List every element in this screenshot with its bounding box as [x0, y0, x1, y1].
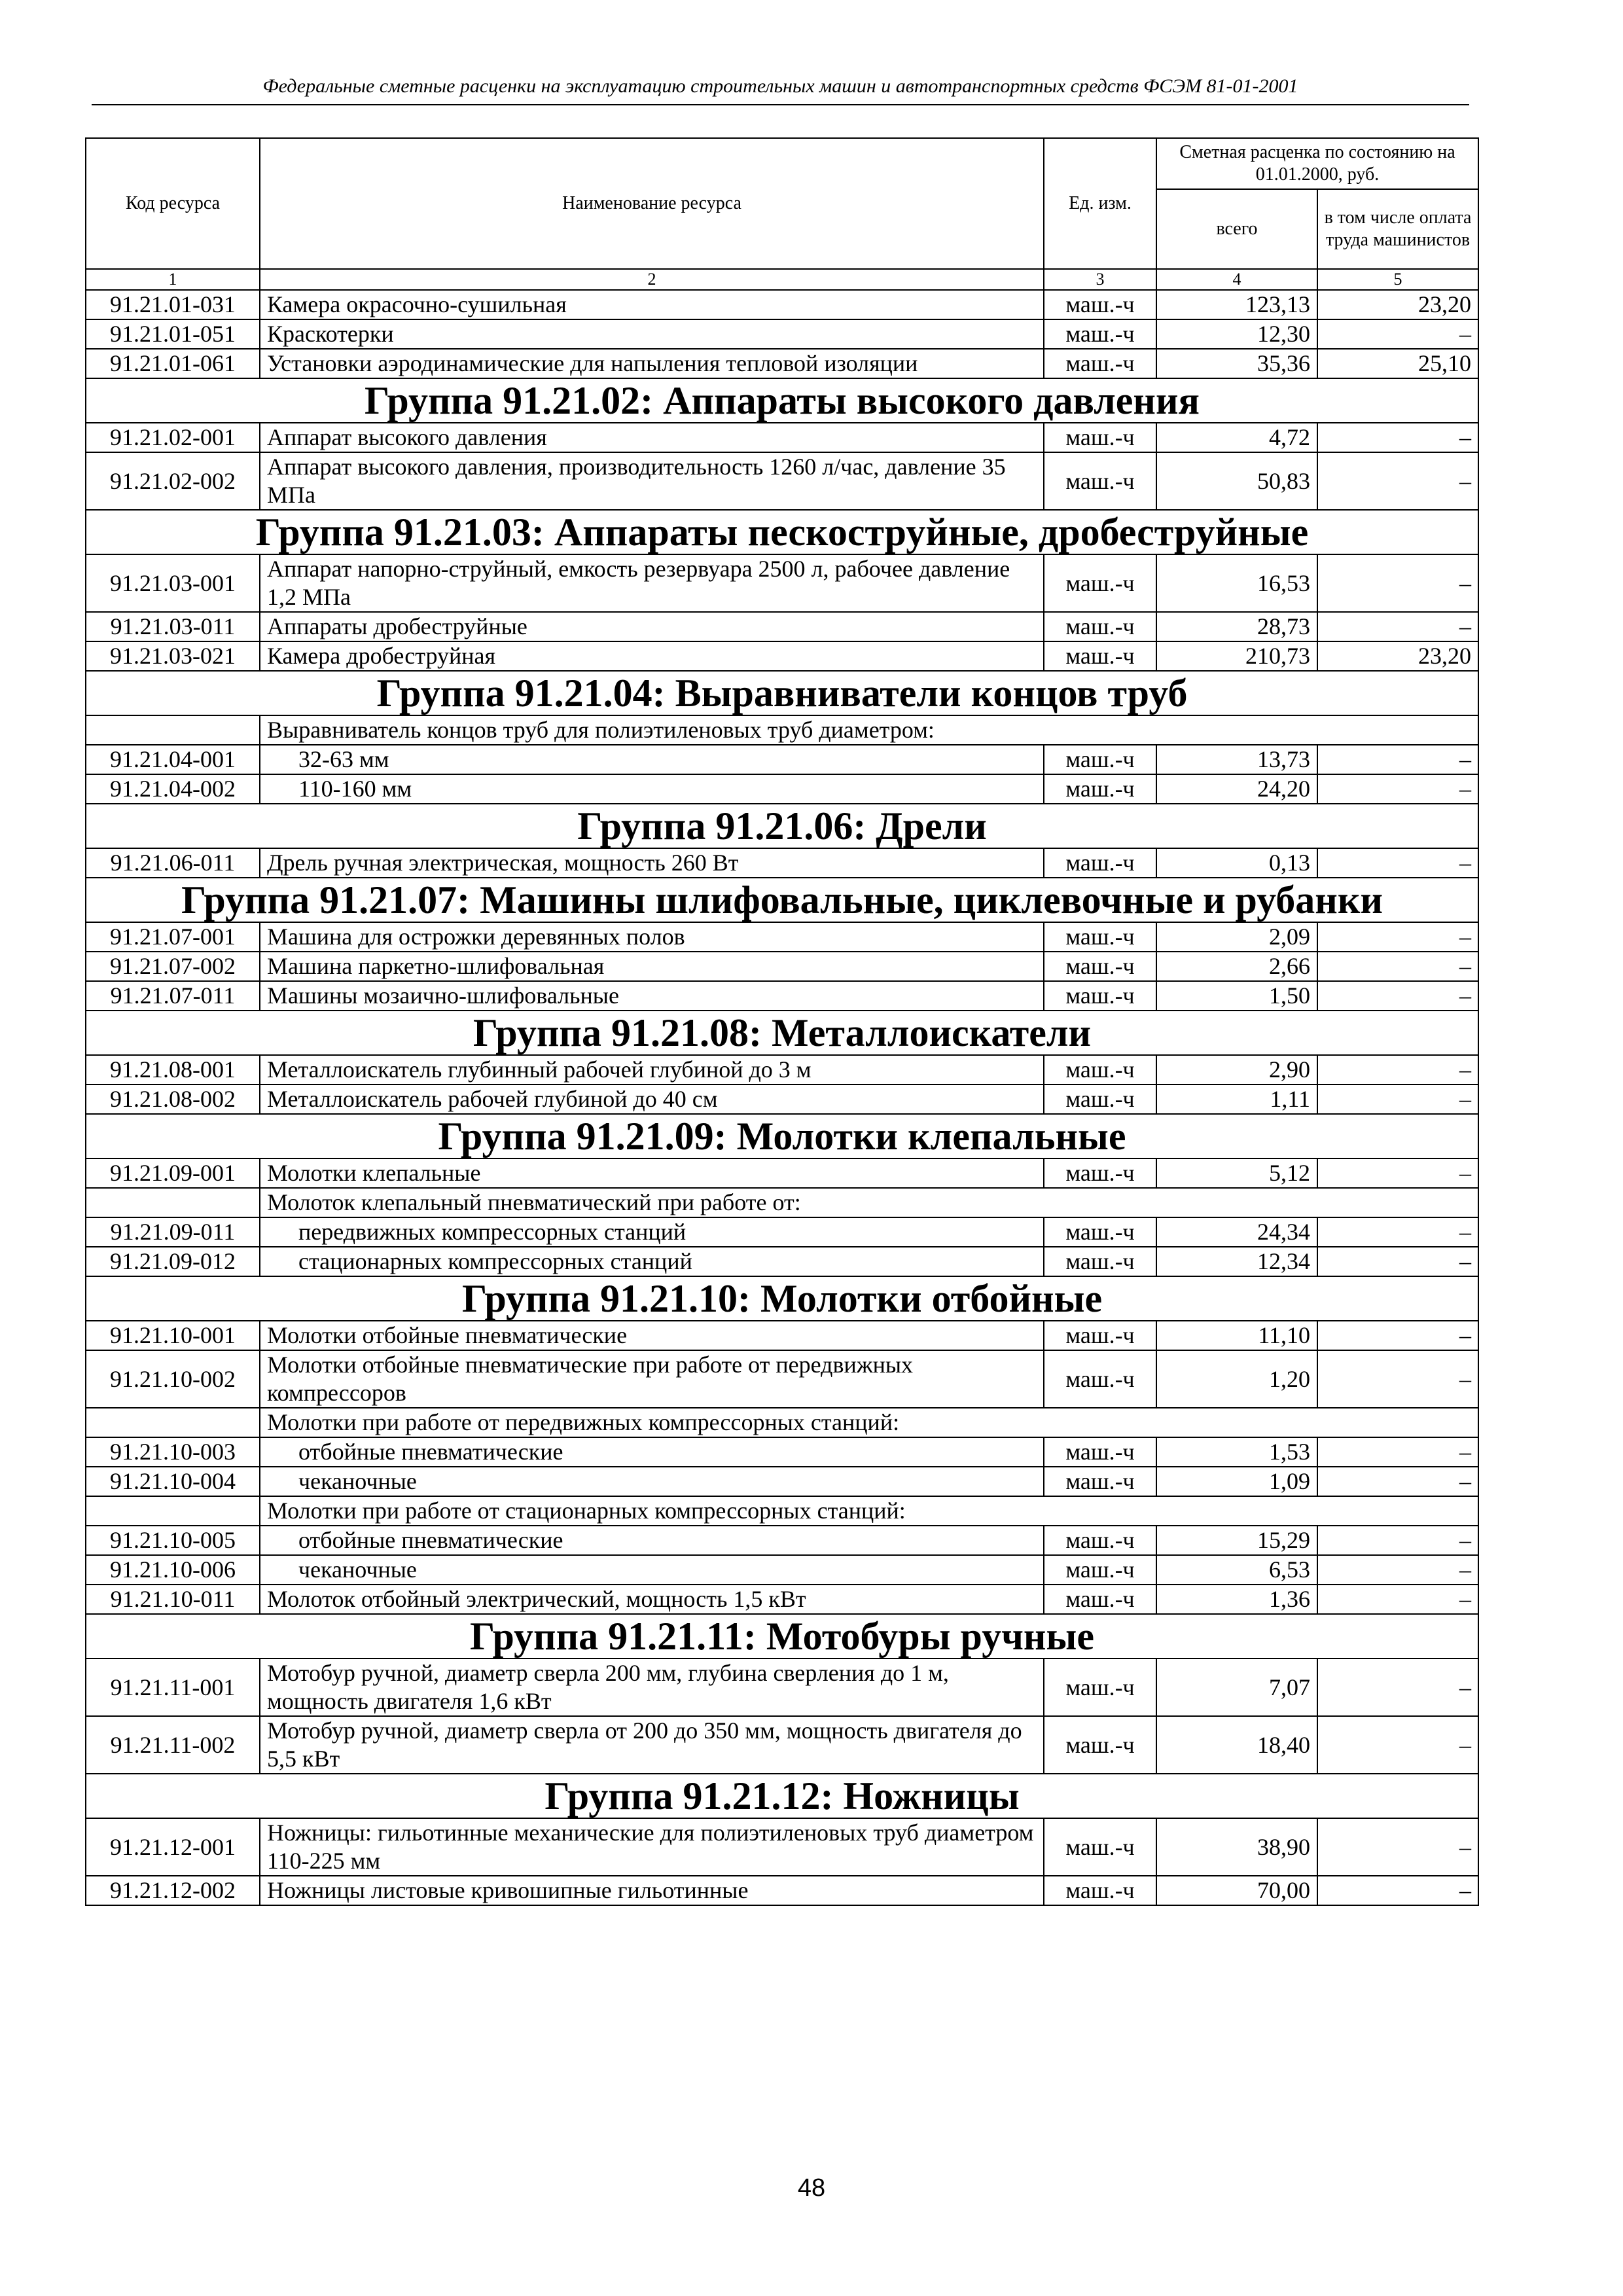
resource-code: 91.21.07-002	[86, 952, 260, 981]
resource-row	[86, 1437, 1478, 1467]
price-wages: –	[1317, 1158, 1478, 1188]
resource-row	[86, 848, 1478, 878]
resource-name: передвижных компрессорных станций	[260, 1217, 1044, 1247]
resource-code: 91.21.04-001	[86, 745, 260, 774]
price-wages: –	[1317, 774, 1478, 804]
resource-row	[86, 1467, 1478, 1496]
empty-cell	[86, 1496, 260, 1526]
resource-row	[86, 290, 1478, 319]
resource-name: Молотки отбойные пневматические при работе от передвижных компрессоров	[260, 1350, 1044, 1408]
resource-name: Мотобур ручной, диаметр сверла от 200 до 350 мм, мощность двигателя до 5,5 кВт	[260, 1716, 1044, 1774]
resource-row	[86, 774, 1478, 804]
resource-code: 91.21.10-005	[86, 1526, 260, 1555]
price-total: 1,20	[1156, 1350, 1317, 1408]
empty-cell	[86, 1408, 260, 1437]
resource-code: 91.21.10-011	[86, 1585, 260, 1614]
resource-name: Аппараты дробеструйные	[260, 612, 1044, 641]
resource-unit: маш.-ч	[1044, 423, 1156, 452]
price-wages: 25,10	[1317, 349, 1478, 378]
resource-code: 91.21.02-002	[86, 452, 260, 510]
header-wages: в том числе оплата труда машинистов	[1317, 189, 1478, 269]
header-total: всего	[1156, 189, 1317, 269]
subheading-row	[86, 1496, 1478, 1526]
price-wages: –	[1317, 1247, 1478, 1276]
resource-unit: маш.-ч	[1044, 981, 1156, 1011]
running-header: Федеральные сметные расценки на эксплуатацию строительных машин и автотранспортных средств ФСЭМ 81-01-2001	[92, 75, 1469, 105]
resource-name: Металлоискатель глубинный рабочей глубиной до 3 м	[260, 1055, 1044, 1085]
resource-row	[86, 1085, 1478, 1114]
resource-unit: маш.-ч	[1044, 1217, 1156, 1247]
resource-unit: маш.-ч	[1044, 554, 1156, 612]
resource-unit: маш.-ч	[1044, 1437, 1156, 1467]
price-total: 1,53	[1156, 1437, 1317, 1467]
resource-name: чеканочные	[260, 1555, 1044, 1585]
group-header-row	[86, 1114, 1478, 1158]
price-total: 13,73	[1156, 745, 1317, 774]
column-number: 5	[1317, 269, 1478, 290]
price-total: 50,83	[1156, 452, 1317, 510]
price-wages: –	[1317, 1555, 1478, 1585]
price-total: 15,29	[1156, 1526, 1317, 1555]
price-total: 16,53	[1156, 554, 1317, 612]
resource-code: 91.21.06-011	[86, 848, 260, 878]
resource-code: 91.21.09-011	[86, 1217, 260, 1247]
price-total: 18,40	[1156, 1716, 1317, 1774]
price-wages: –	[1317, 1818, 1478, 1876]
resource-unit: маш.-ч	[1044, 1350, 1156, 1408]
resource-row	[86, 1217, 1478, 1247]
price-total: 11,10	[1156, 1321, 1317, 1350]
resource-row	[86, 1158, 1478, 1188]
resource-name: Аппарат высокого давления, производительность 1260 л/час, давление 35 МПа	[260, 452, 1044, 510]
price-wages: –	[1317, 1217, 1478, 1247]
price-total: 2,90	[1156, 1055, 1317, 1085]
group-header-row	[86, 378, 1478, 423]
price-wages: –	[1317, 423, 1478, 452]
column-number: 3	[1044, 269, 1156, 290]
resource-unit: маш.-ч	[1044, 952, 1156, 981]
price-total: 12,34	[1156, 1247, 1317, 1276]
header-price-group: Сметная расценка по состоянию на 01.01.2000, руб.	[1156, 138, 1478, 189]
column-number: 4	[1156, 269, 1317, 290]
resource-code: 91.21.10-006	[86, 1555, 260, 1585]
resource-name: 32-63 мм	[260, 745, 1044, 774]
resource-name: Молотки клепальные	[260, 1158, 1044, 1188]
resource-unit: маш.-ч	[1044, 774, 1156, 804]
price-wages: –	[1317, 1716, 1478, 1774]
resource-row	[86, 1585, 1478, 1614]
price-total: 24,34	[1156, 1217, 1317, 1247]
price-total: 2,66	[1156, 952, 1317, 981]
price-total: 7,07	[1156, 1659, 1317, 1716]
resource-code: 91.21.08-002	[86, 1085, 260, 1114]
resource-unit: маш.-ч	[1044, 1585, 1156, 1614]
resource-row	[86, 554, 1478, 612]
price-total: 2,09	[1156, 922, 1317, 952]
price-wages: –	[1317, 1659, 1478, 1716]
resource-name: Металлоискатель рабочей глубиной до 40 см	[260, 1085, 1044, 1114]
price-wages: –	[1317, 1085, 1478, 1114]
group-title: Группа 91.21.07: Машины шлифовальные, циклевочные и рубанки	[86, 878, 1478, 922]
column-number-row	[86, 269, 1478, 290]
resource-row	[86, 641, 1478, 671]
resource-unit: маш.-ч	[1044, 1555, 1156, 1585]
price-total: 0,13	[1156, 848, 1317, 878]
resource-name: Молотки отбойные пневматические	[260, 1321, 1044, 1350]
column-number: 2	[260, 269, 1044, 290]
resource-name: отбойные пневматические	[260, 1437, 1044, 1467]
price-total: 1,11	[1156, 1085, 1317, 1114]
resource-row	[86, 1055, 1478, 1085]
price-total: 210,73	[1156, 641, 1317, 671]
price-total: 1,50	[1156, 981, 1317, 1011]
resource-code: 91.21.01-051	[86, 319, 260, 349]
price-wages: –	[1317, 922, 1478, 952]
price-wages: –	[1317, 952, 1478, 981]
resource-row	[86, 1818, 1478, 1876]
group-title: Группа 91.21.06: Дрели	[86, 804, 1478, 848]
group-header-row	[86, 878, 1478, 922]
group-header-row	[86, 671, 1478, 715]
resource-code: 91.21.03-001	[86, 554, 260, 612]
empty-cell	[86, 1188, 260, 1217]
group-title: Группа 91.21.04: Выравниватели концов труб	[86, 671, 1478, 715]
resource-name: Краскотерки	[260, 319, 1044, 349]
resource-code: 91.21.10-003	[86, 1437, 260, 1467]
resource-unit: маш.-ч	[1044, 1526, 1156, 1555]
price-wages: 23,20	[1317, 290, 1478, 319]
resource-name: Машина паркетно-шлифовальная	[260, 952, 1044, 981]
resource-unit: маш.-ч	[1044, 641, 1156, 671]
resource-name: Аппарат напорно-струйный, емкость резервуара 2500 л, рабочее давление 1,2 МПа	[260, 554, 1044, 612]
group-header-row	[86, 510, 1478, 554]
resource-row	[86, 1321, 1478, 1350]
column-number: 1	[86, 269, 260, 290]
group-title: Группа 91.21.02: Аппараты высокого давления	[86, 378, 1478, 423]
price-wages: –	[1317, 1350, 1478, 1408]
resource-unit: маш.-ч	[1044, 1247, 1156, 1276]
subheading-text: Молотки при работе от передвижных компрессорных станций:	[260, 1408, 1478, 1437]
price-wages: –	[1317, 1876, 1478, 1905]
resource-row	[86, 423, 1478, 452]
price-wages: –	[1317, 1437, 1478, 1467]
resource-unit: маш.-ч	[1044, 1321, 1156, 1350]
group-title: Группа 91.21.10: Молотки отбойные	[86, 1276, 1478, 1321]
resource-row	[86, 952, 1478, 981]
resource-name: стационарных компрессорных станций	[260, 1247, 1044, 1276]
subheading-row	[86, 1188, 1478, 1217]
resource-name: Камера окрасочно-сушильная	[260, 290, 1044, 319]
resource-code: 91.21.10-004	[86, 1467, 260, 1496]
price-wages: –	[1317, 745, 1478, 774]
resource-name: Ножницы: гильотинные механические для полиэтиленовых труб диаметром 110-225 мм	[260, 1818, 1044, 1876]
group-title: Группа 91.21.11: Мотобуры ручные	[86, 1614, 1478, 1659]
price-wages: –	[1317, 452, 1478, 510]
resource-code: 91.21.08-001	[86, 1055, 260, 1085]
group-header-row	[86, 1276, 1478, 1321]
resource-name: отбойные пневматические	[260, 1526, 1044, 1555]
resource-unit: маш.-ч	[1044, 452, 1156, 510]
price-wages: –	[1317, 1055, 1478, 1085]
resource-row	[86, 1555, 1478, 1585]
group-header-row	[86, 1011, 1478, 1055]
price-total: 70,00	[1156, 1876, 1317, 1905]
group-header-row	[86, 1774, 1478, 1818]
resource-row	[86, 1526, 1478, 1555]
header-unit: Ед. изм.	[1044, 138, 1156, 269]
resource-code: 91.21.10-001	[86, 1321, 260, 1350]
resource-row	[86, 319, 1478, 349]
resource-unit: маш.-ч	[1044, 745, 1156, 774]
resource-code: 91.21.07-011	[86, 981, 260, 1011]
price-table	[85, 137, 1479, 1906]
resource-name: Машина для острожки деревянных полов	[260, 922, 1044, 952]
price-total: 4,72	[1156, 423, 1317, 452]
resource-name: Камера дробеструйная	[260, 641, 1044, 671]
group-title: Группа 91.21.03: Аппараты пескоструйные, дробеструйные	[86, 510, 1478, 554]
resource-row	[86, 1659, 1478, 1716]
resource-row	[86, 922, 1478, 952]
price-total: 123,13	[1156, 290, 1317, 319]
subheading-row	[86, 715, 1478, 745]
resource-code: 91.21.11-001	[86, 1659, 260, 1716]
resource-row	[86, 612, 1478, 641]
resource-unit: маш.-ч	[1044, 922, 1156, 952]
header-name: Наименование ресурса	[260, 138, 1044, 269]
resource-code: 91.21.11-002	[86, 1716, 260, 1774]
price-total: 1,09	[1156, 1467, 1317, 1496]
resource-row	[86, 452, 1478, 510]
resource-name: Молоток отбойный электрический, мощность 1,5 кВт	[260, 1585, 1044, 1614]
resource-code: 91.21.02-001	[86, 423, 260, 452]
resource-unit: маш.-ч	[1044, 1818, 1156, 1876]
price-total: 1,36	[1156, 1585, 1317, 1614]
resource-name: Ножницы листовые кривошипные гильотинные	[260, 1876, 1044, 1905]
resource-code: 91.21.09-001	[86, 1158, 260, 1188]
resource-unit: маш.-ч	[1044, 1876, 1156, 1905]
resource-code: 91.21.03-011	[86, 612, 260, 641]
price-total: 28,73	[1156, 612, 1317, 641]
resource-unit: маш.-ч	[1044, 290, 1156, 319]
subheading-row	[86, 1408, 1478, 1437]
price-wages: –	[1317, 1526, 1478, 1555]
resource-unit: маш.-ч	[1044, 848, 1156, 878]
price-total: 6,53	[1156, 1555, 1317, 1585]
resource-code: 91.21.01-061	[86, 349, 260, 378]
price-wages: 23,20	[1317, 641, 1478, 671]
subheading-text: Молоток клепальный пневматический при работе от:	[260, 1188, 1478, 1217]
resource-code: 91.21.01-031	[86, 290, 260, 319]
resource-name: Установки аэродинамические для напыления тепловой изоляции	[260, 349, 1044, 378]
subheading-text: Выравниватель концов труб для полиэтиленовых труб диаметром:	[260, 715, 1478, 745]
header-code: Код ресурса	[86, 138, 260, 269]
resource-name: Аппарат высокого давления	[260, 423, 1044, 452]
price-total: 5,12	[1156, 1158, 1317, 1188]
resource-unit: маш.-ч	[1044, 1085, 1156, 1114]
page-number: 48	[797, 2174, 826, 2202]
price-wages: –	[1317, 554, 1478, 612]
table-body	[86, 290, 1478, 1905]
header-row-1	[86, 138, 1478, 189]
resource-unit: маш.-ч	[1044, 1659, 1156, 1716]
resource-unit: маш.-ч	[1044, 1467, 1156, 1496]
price-wages: –	[1317, 1585, 1478, 1614]
empty-cell	[86, 715, 260, 745]
resource-code: 91.21.12-002	[86, 1876, 260, 1905]
resource-row	[86, 745, 1478, 774]
resource-name: Машины мозаично-шлифовальные	[260, 981, 1044, 1011]
price-total: 35,36	[1156, 349, 1317, 378]
resource-unit: маш.-ч	[1044, 319, 1156, 349]
resource-unit: маш.-ч	[1044, 1716, 1156, 1774]
resource-row	[86, 1716, 1478, 1774]
group-title: Группа 91.21.12: Ножницы	[86, 1774, 1478, 1818]
price-wages: –	[1317, 612, 1478, 641]
price-wages: –	[1317, 1467, 1478, 1496]
resource-row	[86, 981, 1478, 1011]
resource-code: 91.21.03-021	[86, 641, 260, 671]
resource-unit: маш.-ч	[1044, 1055, 1156, 1085]
resource-unit: маш.-ч	[1044, 1158, 1156, 1188]
group-header-row	[86, 804, 1478, 848]
resource-name: чеканочные	[260, 1467, 1044, 1496]
resource-row	[86, 1247, 1478, 1276]
resource-unit: маш.-ч	[1044, 612, 1156, 641]
resource-name: 110-160 мм	[260, 774, 1044, 804]
price-wages: –	[1317, 848, 1478, 878]
resource-row	[86, 1876, 1478, 1905]
price-wages: –	[1317, 319, 1478, 349]
price-wages: –	[1317, 1321, 1478, 1350]
resource-code: 91.21.12-001	[86, 1818, 260, 1876]
group-title: Группа 91.21.09: Молотки клепальные	[86, 1114, 1478, 1158]
subheading-text: Молотки при работе от стационарных компрессорных станций:	[260, 1496, 1478, 1526]
resource-code: 91.21.10-002	[86, 1350, 260, 1408]
resource-code: 91.21.04-002	[86, 774, 260, 804]
resource-name: Мотобур ручной, диаметр сверла 200 мм, глубина сверления до 1 м, мощность двигателя 1,6 кВт	[260, 1659, 1044, 1716]
resource-row	[86, 1350, 1478, 1408]
group-header-row	[86, 1614, 1478, 1659]
resource-code: 91.21.09-012	[86, 1247, 260, 1276]
price-total: 38,90	[1156, 1818, 1317, 1876]
group-title: Группа 91.21.08: Металлоискатели	[86, 1011, 1478, 1055]
resource-name: Дрель ручная электрическая, мощность 260 Вт	[260, 848, 1044, 878]
resource-code: 91.21.07-001	[86, 922, 260, 952]
price-total: 24,20	[1156, 774, 1317, 804]
resource-unit: маш.-ч	[1044, 349, 1156, 378]
price-wages: –	[1317, 981, 1478, 1011]
price-total: 12,30	[1156, 319, 1317, 349]
resource-row	[86, 349, 1478, 378]
